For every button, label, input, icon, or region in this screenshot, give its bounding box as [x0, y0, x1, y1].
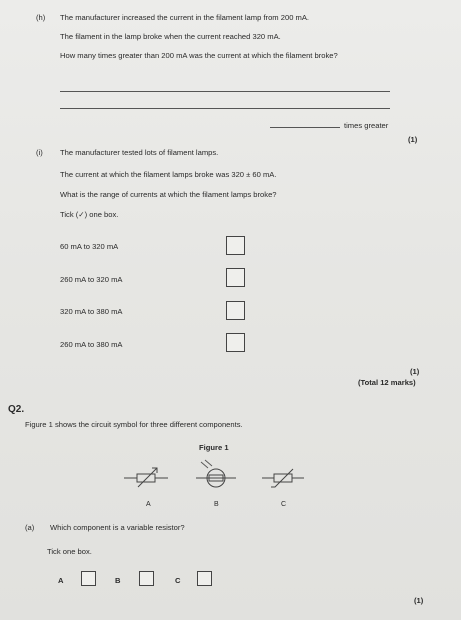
answer-line-2[interactable]: [60, 108, 390, 109]
part-i-label: (i): [36, 148, 43, 157]
component-label-b: B: [214, 501, 219, 508]
answer-line-1[interactable]: [60, 91, 390, 92]
option-3-label: 320 mA to 380 mA: [60, 307, 123, 316]
tick-label-c: C: [175, 576, 181, 585]
part-h-question: How many times greater than 200 mA was the current at which the filament broke?: [60, 51, 338, 60]
question-number: Q2.: [8, 404, 25, 415]
ldr-symbol: [196, 461, 236, 489]
tick-label-a: A: [58, 576, 64, 585]
option-4-label: 260 mA to 380 mA: [60, 340, 123, 349]
option-4-tick-box[interactable]: [226, 333, 245, 352]
thermistor-symbol: [262, 464, 304, 490]
part-h-line2: The filament in the lamp broke when the current reached 320 mA.: [60, 32, 281, 41]
tick-box-a[interactable]: [81, 571, 96, 586]
part-a-question: Which component is a variable resistor?: [50, 523, 185, 532]
part-h-label: (h): [36, 13, 46, 22]
part-h-answer-suffix: times greater: [344, 121, 389, 130]
part-a-label: (a): [25, 523, 35, 532]
part-i-instruction: Tick (✓) one box.: [60, 210, 119, 219]
part-i-marks: (1): [410, 367, 420, 376]
variable-resistor-symbol: [124, 464, 168, 490]
total-marks: (Total 12 marks): [358, 378, 416, 387]
part-i-line2: The current at which the filament lamps broke was 320 ± 60 mA.: [60, 170, 277, 179]
option-2-label: 260 mA to 320 mA: [60, 275, 123, 284]
option-1-label: 60 mA to 320 mA: [60, 242, 119, 251]
part-i-line1: The manufacturer tested lots of filament lamps.: [60, 148, 219, 157]
part-a-instruction: Tick one box.: [47, 547, 92, 556]
component-label-c: C: [281, 501, 287, 508]
tick-box-b[interactable]: [139, 571, 154, 586]
tick-box-c[interactable]: [197, 571, 212, 586]
tick-label-b: B: [115, 576, 121, 585]
figure-title: Figure 1: [199, 443, 229, 452]
part-h-line1: The manufacturer increased the current in the filament lamp from 200 mA.: [60, 13, 310, 22]
part-h-marks: (1): [408, 135, 418, 144]
option-3-tick-box[interactable]: [226, 301, 245, 320]
part-a-marks: (1): [414, 596, 424, 605]
part-i-question: What is the range of currents at which the filament lamps broke?: [60, 190, 277, 199]
answer-line-times[interactable]: [270, 127, 340, 128]
q2-intro: Figure 1 shows the circuit symbol for three different components.: [25, 420, 243, 429]
option-2-tick-box[interactable]: [226, 268, 245, 287]
option-1-tick-box[interactable]: [226, 236, 245, 255]
component-label-a: A: [146, 501, 151, 508]
